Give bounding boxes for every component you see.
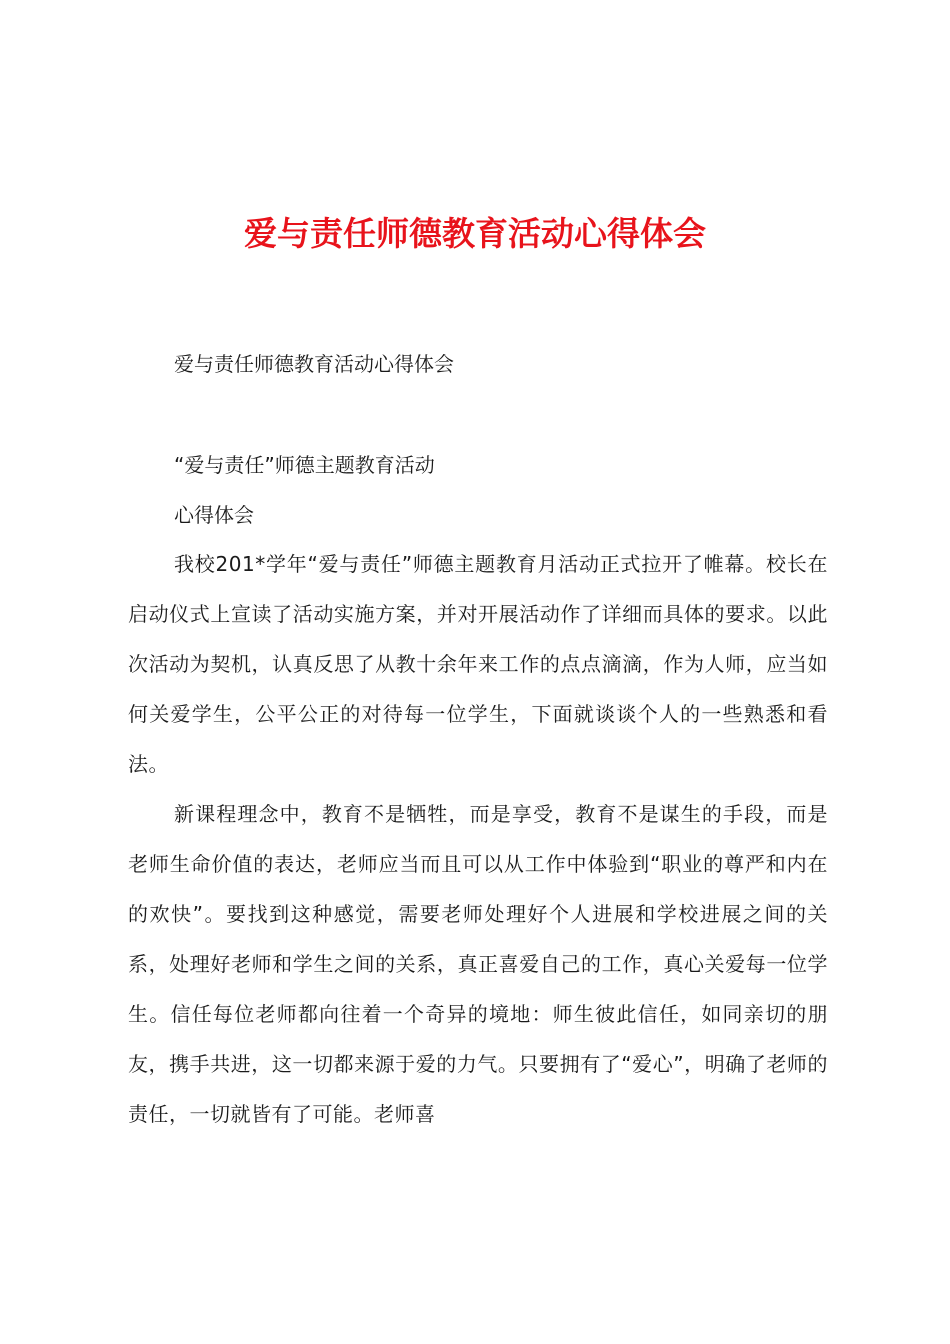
section-heading-line-2: 心得体会 xyxy=(174,503,254,527)
document-subtitle: 爱与责任师德教育活动心得体会 xyxy=(174,352,454,376)
document-title: 爱与责任师德教育活动心得体会 xyxy=(244,214,706,253)
section-heading-line-1: “爱与责任”师德主题教育活动 xyxy=(174,453,435,477)
body-paragraph-1: 我校201*学年“爱与责任”师德主题教育月活动正式拉开了帷幕。校长在启动仪式上宣读了活动实施方案，并对开展活动作了详细而具体的要求。以此次活动为契机，认真反思了从教十余年来工作的点点滴滴，作为人师，应当如何关爱学生，公平公正的对待每一位学生，下面就谈谈个人的一些熟悉和看法。 xyxy=(128,552,828,776)
body-paragraph-2: 新课程理念中，教育不是牺牲，而是享受，教育不是谋生的手段，而是老师生命价值的表达，老师应当而且可以从工作中体验到“职业的尊严和内在的欢快”。要找到这种感觉，需要老师处理好个人进展和学校进展之间的关系，处理好老师和学生之间的关系，真正喜爱自己的工作，真心关爱每一位学生。信任每位老师都向往着一个奇异的境地：师生彼此信任，如同亲切的朋友，携手共进，这一切都来源于爱的力气。只要拥有了“爱心”，明确了老师的责任，一切就皆有了可能。老师喜 xyxy=(128,802,828,1126)
